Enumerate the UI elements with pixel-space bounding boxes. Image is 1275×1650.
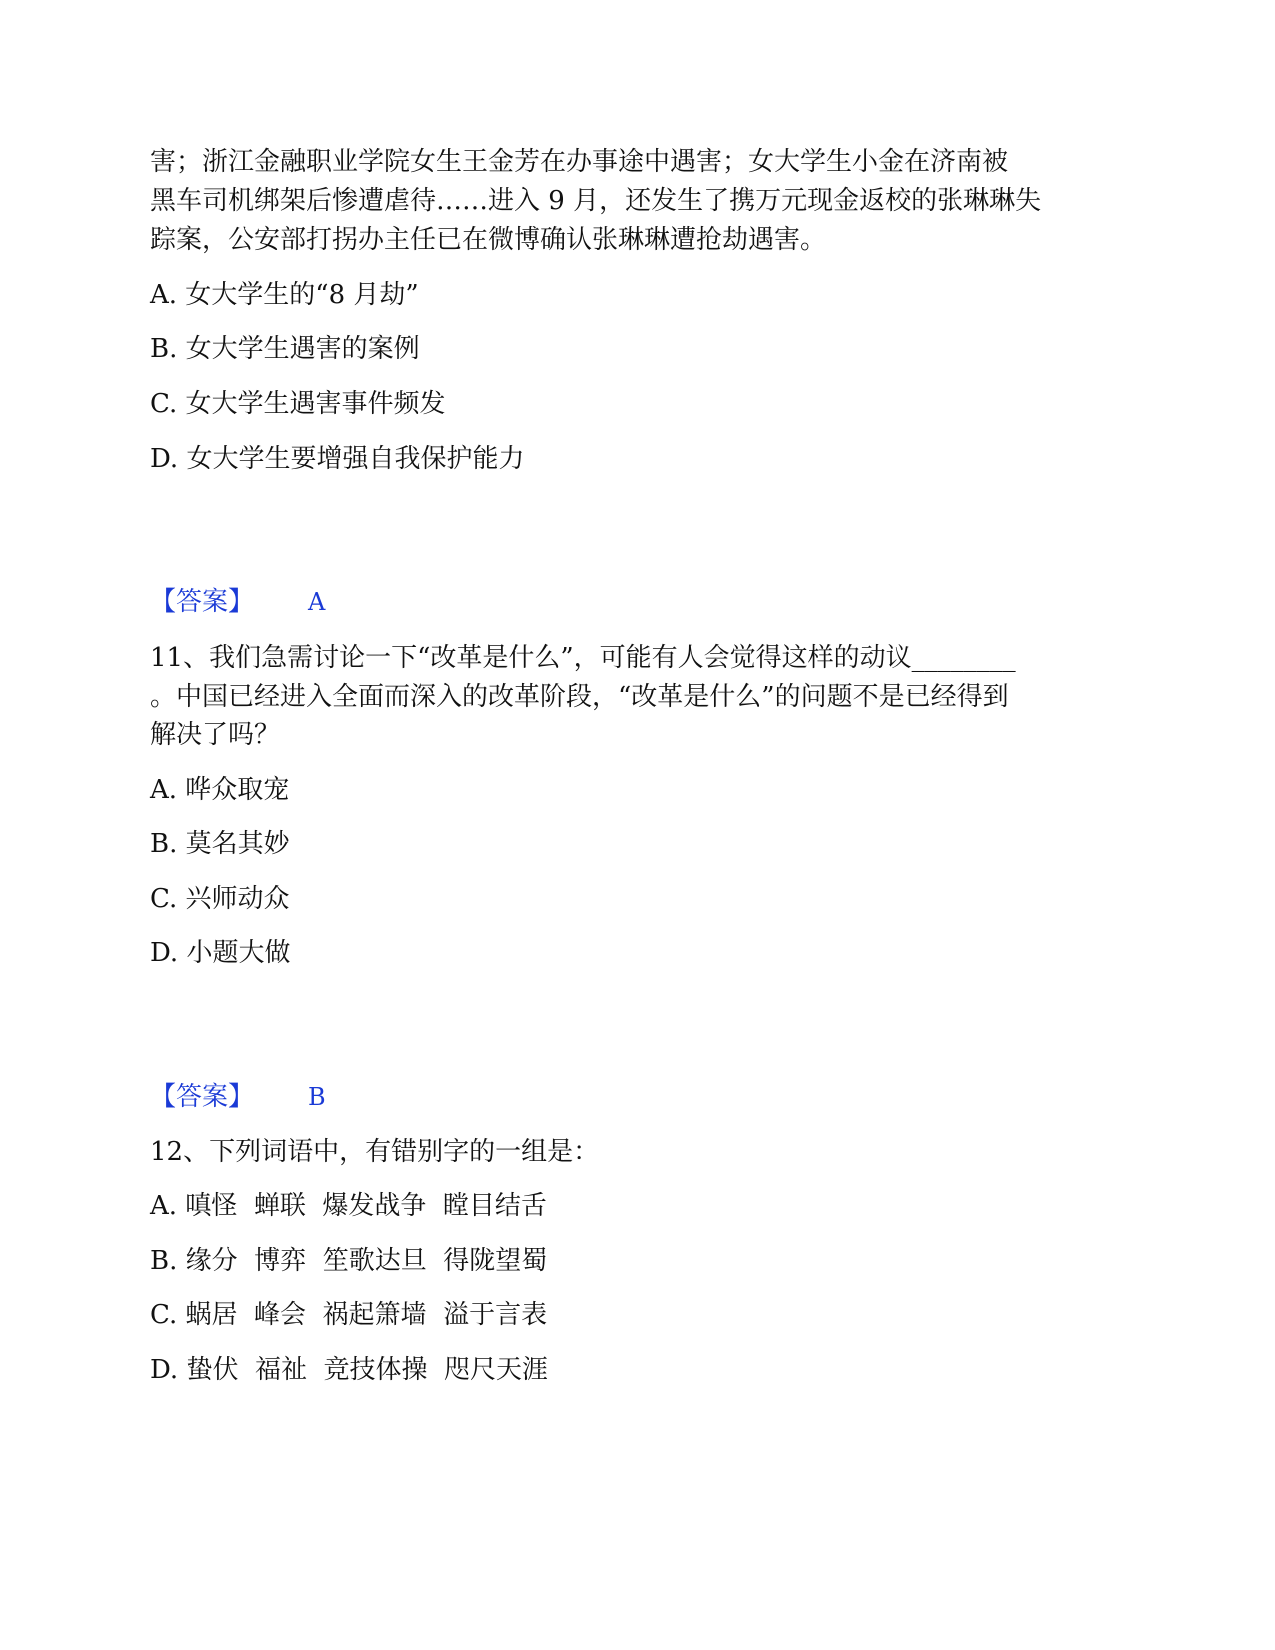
q12-option-a: A. 嗔怪 蝉联 爆发战争 瞠目结舌 (150, 1191, 547, 1221)
q11-answer (150, 1082, 326, 1112)
q10-passage-line-1: 害；浙江金融职业学院女生王金芳在办事途中遇害；女大学生小金在济南被 (150, 147, 1009, 177)
q11-stem-line-2: 。中国已经进入全面而深入的改革阶段，“改革是什么”的问题不是已经得到 (150, 682, 1009, 712)
q10-answer-label: 【答案】 (150, 587, 255, 617)
q12-option-b: B. 缘分 博弈 笙歌达旦 得陇望蜀 (150, 1246, 548, 1276)
q11-stem-line-1: 11、我们急需讨论一下“改革是什么”，可能有人会觉得这样的动议________ (150, 643, 1016, 673)
q10-option-d: D. 女大学生要增强自我保护能力 (150, 444, 525, 474)
q10-passage-line-3: 踪案，公安部打拐办主任已在微博确认张琳琳遭抢劫遇害。 (150, 225, 827, 255)
q10-option-b: B. 女大学生遇害的案例 (150, 334, 420, 364)
q11-option-c: C. 兴师动众 (150, 884, 290, 914)
q11-answer-value: B (308, 1083, 326, 1111)
q12-option-c: C. 蜗居 峰会 祸起箫墙 溢于言表 (150, 1300, 548, 1330)
q11-option-d: D. 小题大做 (150, 938, 291, 968)
q10-answer (150, 587, 325, 617)
q11-option-a: A. 哗众取宠 (150, 775, 290, 805)
q12-stem: 12、下列词语中，有错别字的一组是： (150, 1137, 600, 1167)
q10-answer-value: A (308, 588, 326, 616)
q10-option-c: C. 女大学生遇害事件频发 (150, 389, 446, 419)
q12-option-d: D. 蛰伏 福祉 竞技体操 咫尺天涯 (150, 1355, 549, 1385)
q11-option-b: B. 莫名其妙 (150, 829, 290, 859)
q10-option-a: A. 女大学生的“8 月劫” (150, 280, 419, 310)
q11-answer-label: 【答案】 (150, 1082, 255, 1112)
q10-passage-line-2: 黑车司机绑架后惨遭虐待……进入 9 月，还发生了携万元现金返校的张琳琳失 (150, 186, 1042, 216)
q11-stem-line-3: 解决了吗？ (150, 720, 281, 750)
